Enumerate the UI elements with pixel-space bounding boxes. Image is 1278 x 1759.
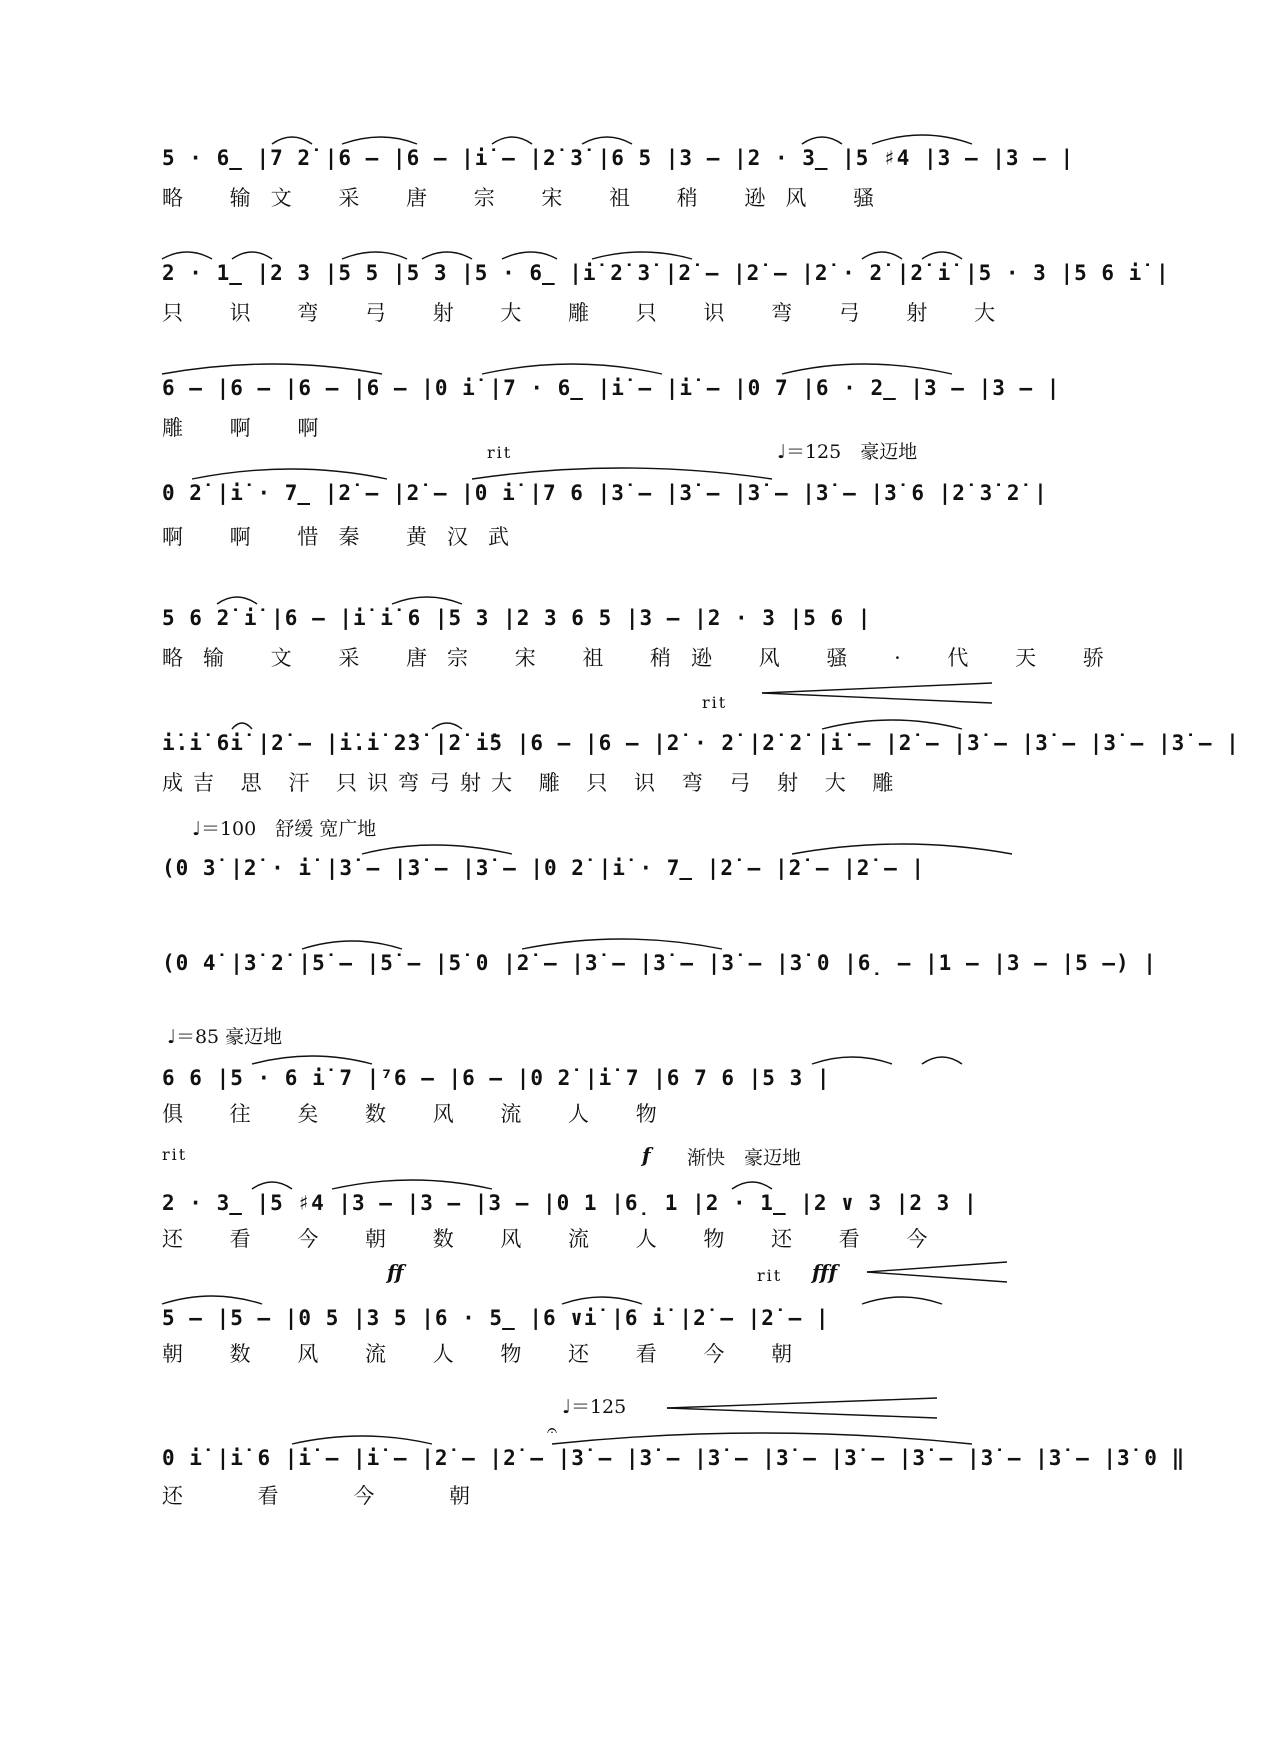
dynamic-marking: f	[642, 1143, 651, 1167]
notation-line: 0 2̇ |i̇ · 7̲ |2̇ – |2̇ – |0 i̇ |7 6 |3̇ – |3̇ – |3̇ – |3̇ – |3̇ 6 |2̇ 3̇ 2̇ |	[162, 481, 1048, 505]
crescendo-hairpin	[667, 1396, 967, 1426]
rit-marking: rit	[757, 1266, 783, 1285]
rit-marking: rit	[487, 443, 513, 462]
notation-line: (0 3̇ |2̇ · i̇ |3̇ – |3̇ – |3̇ – |0 2̇ |i̇ · 7̲ |2̇ – |2̇ – |2̇ – |	[162, 856, 926, 880]
tempo-marking: ♩＝100 舒缓 宽广地	[192, 818, 377, 840]
lyric-line: 还 看 今 朝	[162, 1484, 505, 1508]
tempo-marking: ♩＝125	[562, 1396, 627, 1418]
tempo-marking: ♩＝125 豪迈地	[777, 441, 918, 463]
crescendo-hairpin	[867, 1260, 1047, 1290]
lyric-line: 成吉 思 汗 只识弯弓射大 雕 只 识 弯 弓 射 大 雕	[162, 771, 904, 795]
notation-line: i̇.i̇ 6i̇ |2̇ – |i̇.i̇ 2̇3̇ |2̇ i̇5 |6 – |6 – |2̇ · 2̇ |2̇ 2̇ |i̇ – |2̇ – |3̇ – |3̇ – |3̇ – |3̇ – |	[162, 731, 1240, 755]
notation-line: 2 · 1̲ |2 3 |5 5 |5 3 |5 · 6̲ |i̇ 2̇ 3̇ |2̇ – |2̇ – |2̇ · 2̇ |2̇ i̇ |5 · 3 |5 6 i̇ |	[162, 261, 1170, 285]
notation-line: 5 · 6̲ |7 2̇ |6 – |6 – |i̇ – |2̇ 3̇ |6 5 |3 – |2 · 3̲ |5 ♯4 |3 – |3 – |	[162, 146, 1075, 170]
tempo-marking: 渐快 豪迈地	[687, 1147, 802, 1169]
notation-line: 2 · 3̲ |5 ♯4 |3 – |3 – |3 – |0 1 |6̣ 1 |2 · 1̲ |2 ∨ 3 |2 3 |	[162, 1191, 978, 1215]
lyric-line: 啊 啊 惜秦 黄汉武	[162, 525, 530, 549]
notation-line: 6 – |6 – |6 – |6 – |0 i̇ |7 · 6̲ |i̇ – |i̇ – |0 7 |6 · 2̲ |3 – |3 – |	[162, 376, 1061, 400]
dynamic-marking: ff	[387, 1260, 404, 1284]
rit-marking: rit	[162, 1145, 188, 1164]
rit-marking: rit	[702, 693, 728, 712]
decrescendo-hairpin	[762, 679, 1002, 709]
lyric-line: 俱 往 矣 数 风 流 人 物	[162, 1102, 677, 1126]
notation-line: (0 4̇ |3̇ 2̇ |5̇ – |5̇ – |5̇ 0 |2̇ – |3̇ – |3̇ – |3̇ – |3̇ 0 |6̣ – |1 – |3 – |5 –) |	[162, 951, 1157, 975]
notation-line: 5 6 2̇ i̇ |6 – |i̇ i̇ 6 |5 3 |2 3 6 5 |3 – |2 · 3 |5 6 |	[162, 606, 872, 630]
notation-line: 0 i̇ |i̇ 6 |i̇ – |i̇ – |2̇ – |2̇ – |3̇ – |3̇ – |3̇ – |3̇ – |3̇ – |3̇ – |3̇ – |3̇ – |3̇ 0 ‖	[162, 1446, 1186, 1470]
lyric-line: 雕 啊 啊	[162, 416, 339, 440]
lyric-line: 略输 文 采 唐宗 宋 祖 稍逊 风 骚 · 代 天 骄	[162, 646, 1124, 670]
lyric-line: 略 输文 采 唐 宗 宋 祖 稍 逊风 骚	[162, 186, 895, 210]
notation-line: 5 – |5 – |0 5 |3 5 |6 · 5̲ |6 ∨i̇ |6 i̇ |2̇ – |2̇ – |	[162, 1306, 830, 1330]
lyric-line: 还 看 今 朝 数 风 流 人 物 还 看 今	[162, 1227, 948, 1251]
dynamic-marking: fff	[812, 1260, 838, 1284]
fermata-icon: 𝄐	[547, 1420, 558, 1441]
tempo-marking: ♩＝85 豪迈地	[167, 1026, 283, 1048]
notation-line: 6 6 |5 · 6 i̇ 7 |⁷6 – |6 – |0 2̇ |i̇ 7 |6 7 6 |5 3 |	[162, 1066, 831, 1090]
lyric-line: 只 识 弯 弓 射 大 雕 只 识 弯 弓 射 大	[162, 301, 1016, 325]
lyric-line: 朝 数 风 流 人 物 还 看 今 朝	[162, 1342, 813, 1366]
